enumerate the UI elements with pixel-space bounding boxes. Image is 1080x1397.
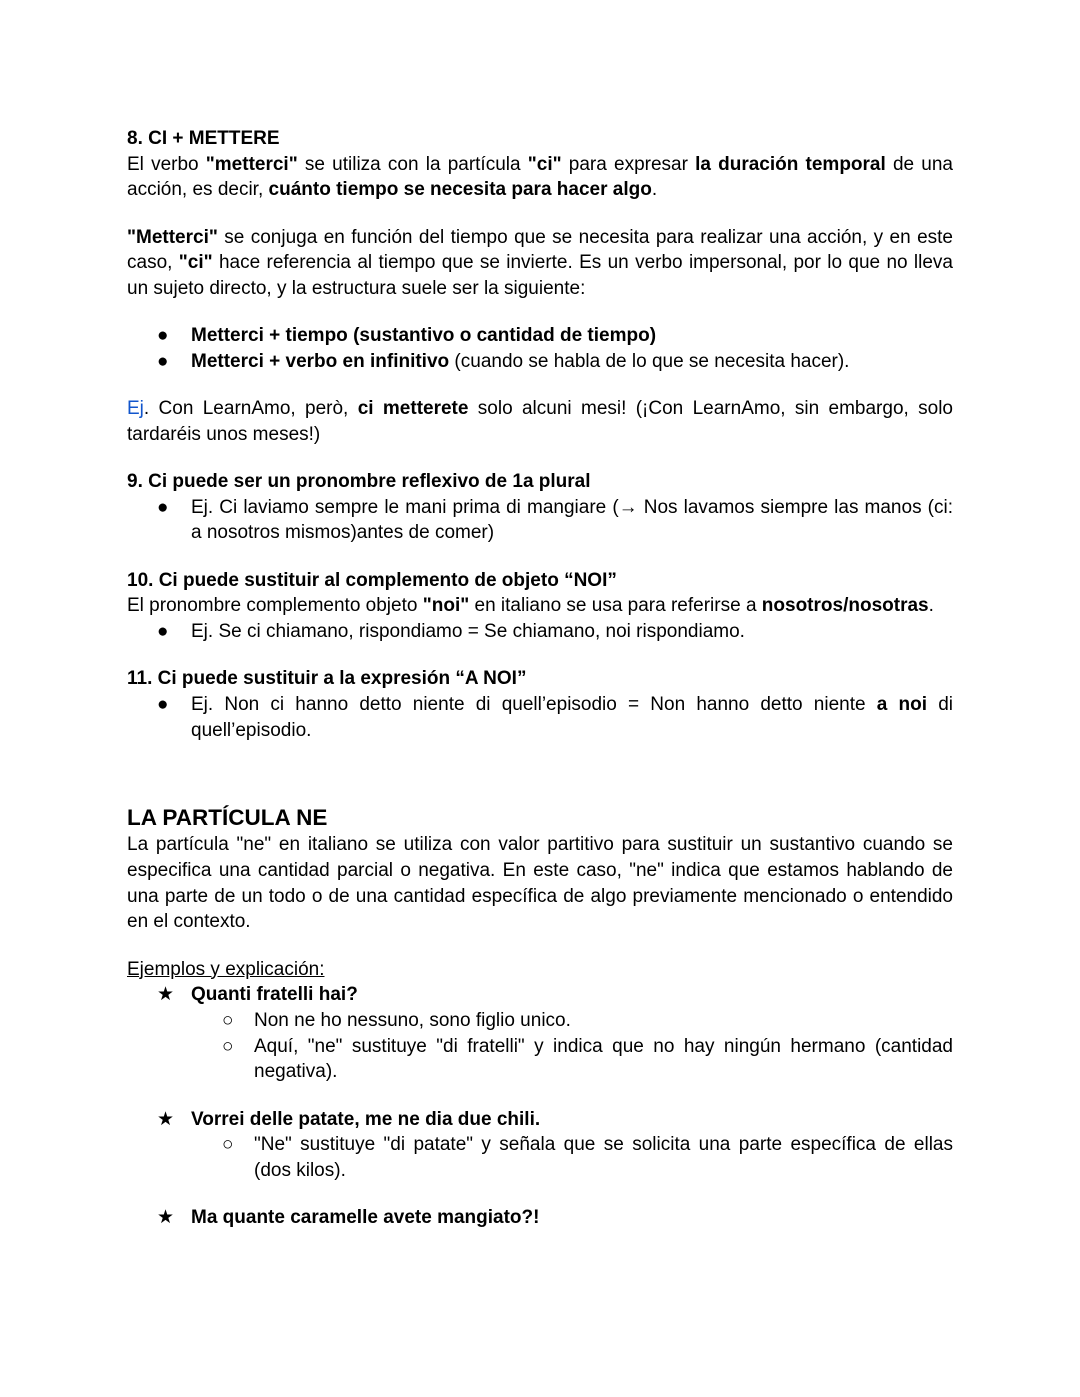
text-run: Ej. Non ci hanno detto niente di quell’episodio = Non hanno detto niente bbox=[191, 693, 877, 715]
text-run: . bbox=[928, 595, 934, 617]
section-9-title: 9. Ci puede ser un pronombre reflexivo de 1a plural bbox=[127, 471, 591, 493]
sub-item-text: Non ne ho nessuno, sono figlio unico. bbox=[254, 1010, 571, 1032]
text-run: El pronombre complemento objeto bbox=[127, 595, 423, 617]
section-10-bullet-list bbox=[127, 619, 953, 645]
text-run: "Metterci" bbox=[127, 226, 218, 248]
text-run: en italiano se usa para referirse a bbox=[469, 595, 762, 617]
example-question: Quanti fratelli hai? bbox=[191, 984, 358, 1006]
section-8-paragraph-2 bbox=[127, 225, 953, 302]
sub-list-item bbox=[127, 1132, 953, 1183]
bullet-icon: ● bbox=[157, 496, 169, 518]
section-8-paragraph-1 bbox=[127, 152, 953, 203]
bullet-icon: ● bbox=[157, 693, 169, 715]
text-run: El verbo bbox=[127, 153, 206, 175]
circle-icon: ○ bbox=[222, 1134, 234, 1156]
text-run: "noi" bbox=[422, 595, 470, 617]
text-run: . Con LearnAmo, però, bbox=[143, 398, 358, 420]
text-run: solo alcuni mesi! (¡Con LearnAmo, sin embargo, solo tardaréis unos meses!) bbox=[127, 398, 953, 445]
text-run: (cuando se habla de lo que se necesita hacer). bbox=[449, 350, 850, 372]
list-item-text bbox=[191, 351, 849, 372]
section-8-example bbox=[127, 396, 953, 447]
circle-icon: ○ bbox=[222, 1010, 234, 1032]
list-item bbox=[127, 619, 953, 645]
section-10-paragraph bbox=[127, 593, 953, 619]
text-run: "ci" bbox=[178, 252, 213, 274]
text-run: "metterci" bbox=[205, 153, 298, 175]
example-item bbox=[127, 1107, 953, 1133]
text-run: a noi bbox=[876, 693, 928, 715]
star-icon: ★ bbox=[157, 1108, 175, 1130]
sub-item-text: "Ne" sustituye "di patate" y señala que se solicita una parte específica de ellas (dos kilos). bbox=[254, 1134, 953, 1182]
section-10-title: 10. Ci puede sustituir al complemento de objeto “NOI” bbox=[127, 569, 617, 591]
list-item bbox=[127, 323, 953, 349]
ne-example-list bbox=[127, 982, 953, 1085]
list-item bbox=[127, 692, 953, 743]
text-run: Ej bbox=[127, 398, 144, 420]
list-item-text: Ej. Ci laviamo sempre le mani prima di mangiare (→ Nos lavamos siempre las manos (ci: a nosotros mismos)antes de comer) bbox=[191, 496, 953, 544]
section-8-title: 8. CI + METTERE bbox=[127, 128, 280, 149]
text-run: de una acción, es decir, bbox=[127, 153, 953, 201]
text-run: hace referencia al tiempo que se invierte. Es un verbo impersonal, por lo que no lleva un sujeto directo, y la estructura suele ser la siguiente: bbox=[127, 252, 953, 300]
ne-example-list bbox=[127, 1205, 953, 1231]
list-item-text bbox=[191, 694, 953, 741]
bullet-icon: ● bbox=[157, 621, 169, 643]
list-item-text bbox=[191, 325, 656, 346]
text-run: se utiliza con la partícula bbox=[297, 153, 528, 175]
page-content bbox=[127, 126, 953, 1231]
bullet-icon: ● bbox=[157, 350, 169, 372]
section-11-title: 11. Ci puede sustituir a la expresión “A NOI” bbox=[127, 668, 527, 690]
section-8-bullet-list bbox=[127, 323, 953, 374]
list-item bbox=[127, 349, 953, 375]
text-run: la duración temporal bbox=[695, 153, 886, 175]
example-question: Vorrei delle patate, me ne dia due chili. bbox=[191, 1108, 541, 1130]
example-item bbox=[127, 982, 953, 1008]
ne-paragraph: La partícula "ne" en italiano se utiliza con valor partitivo para sustituir un sustantivo cuando se especifica una cantidad parcial o negativa. En este caso, "ne" indica que estamos hablando de una parte de un todo o de una cantidad específica de algo previamente mencionado o entendido en el contexto. bbox=[127, 834, 953, 933]
text-run: Metterci + verbo en infinitivo bbox=[191, 350, 450, 372]
star-icon: ★ bbox=[157, 984, 175, 1006]
bullet-icon: ● bbox=[157, 325, 169, 347]
text-run: se conjuga en función del tiempo que se necesita para realizar una acción, y en este caso, bbox=[127, 226, 953, 274]
section-9-bullet-list bbox=[127, 495, 953, 546]
text-run: di quell’episodio. bbox=[191, 693, 953, 741]
ne-example-list bbox=[127, 1107, 953, 1184]
sub-list-item bbox=[127, 1034, 953, 1085]
text-run: para expresar bbox=[561, 153, 696, 175]
text-run: ci metterete bbox=[357, 398, 469, 420]
text-run: nosotros/nosotras bbox=[761, 595, 929, 617]
text-run: "ci" bbox=[527, 153, 562, 175]
circle-icon: ○ bbox=[222, 1035, 234, 1057]
list-item-text: Ej. Se ci chiamano, rispondiamo = Se chiamano, noi rispondiamo. bbox=[191, 621, 745, 643]
star-icon: ★ bbox=[157, 1207, 175, 1229]
text-run: Metterci + tiempo (sustantivo o cantidad de tiempo) bbox=[191, 325, 657, 347]
examples-label: Ejemplos y explicación: bbox=[127, 958, 325, 980]
sub-list-item bbox=[127, 1008, 953, 1034]
text-run: cuánto tiempo se necesita para hacer algo bbox=[268, 179, 652, 201]
example-item bbox=[127, 1205, 953, 1231]
list-item bbox=[127, 495, 953, 546]
sub-item-text: Aquí, "ne" sustituye "di fratelli" y indica que no hay ningún hermano (cantidad negativa). bbox=[254, 1035, 953, 1083]
section-11-bullet-list bbox=[127, 692, 953, 743]
text-run: . bbox=[651, 179, 658, 201]
ne-section-heading: LA PARTÍCULA NE bbox=[127, 805, 328, 831]
example-question: Ma quante caramelle avete mangiato?! bbox=[191, 1207, 540, 1229]
